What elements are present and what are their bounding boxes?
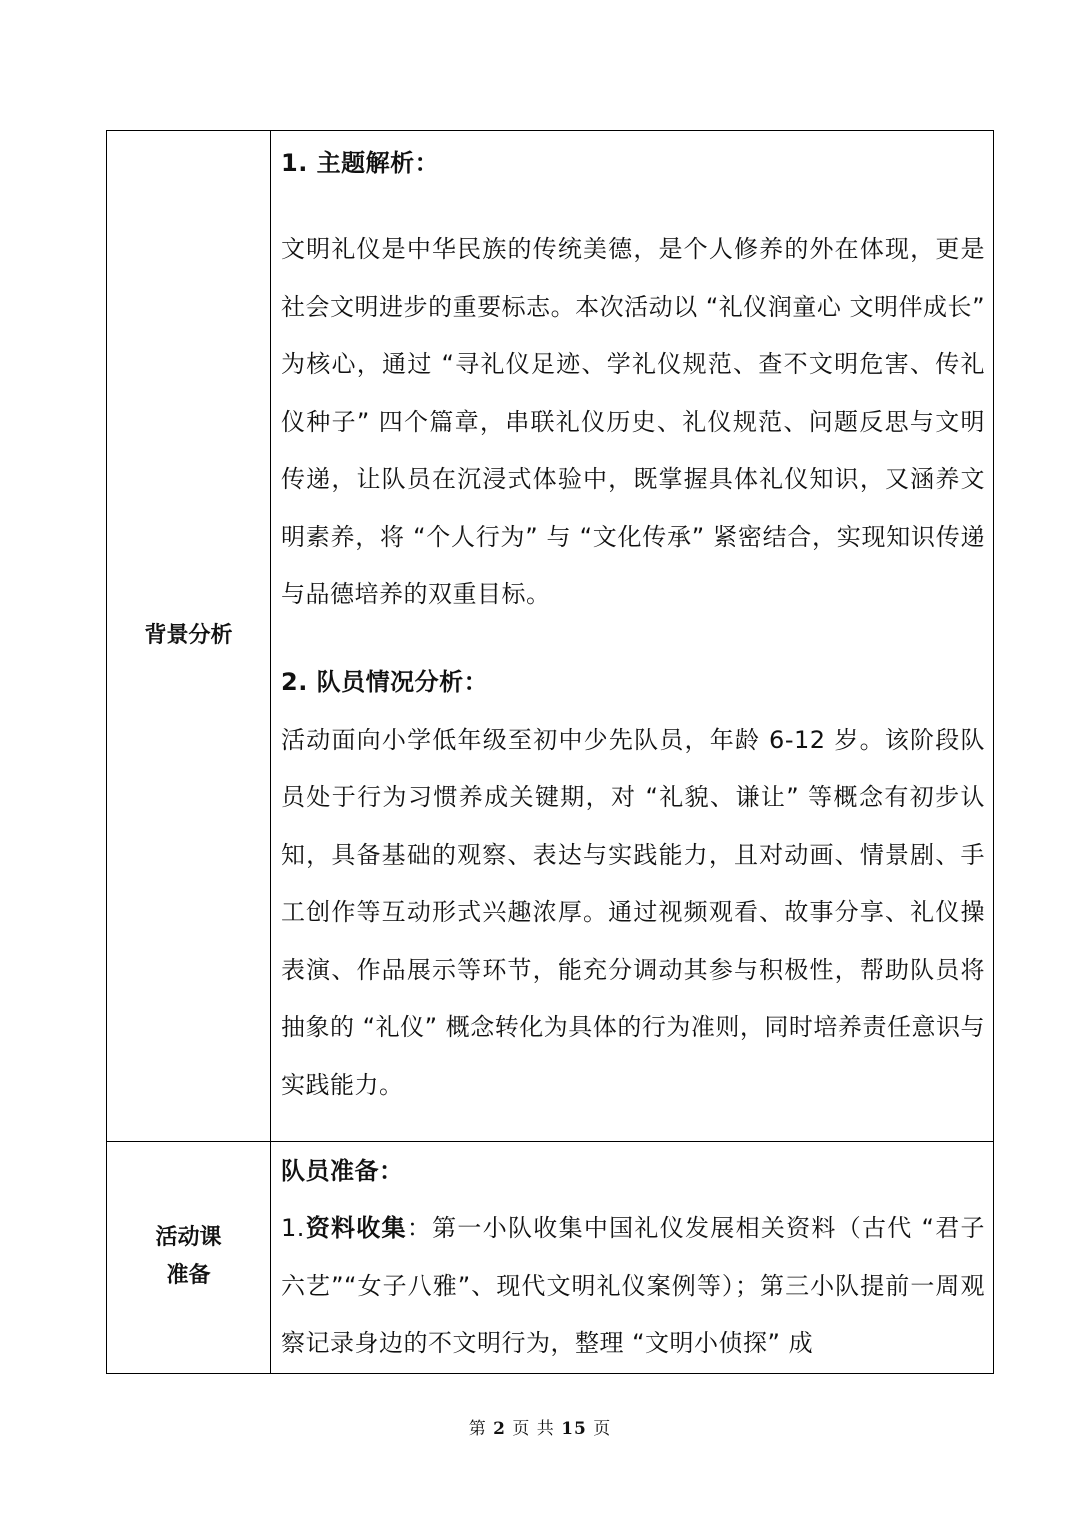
row-label-text-line1: 活动课 — [155, 1225, 222, 1251]
row-label-preparation — [107, 1142, 271, 1374]
page-footer — [0, 1414, 1080, 1439]
spacer — [281, 193, 985, 221]
spacer — [281, 624, 985, 652]
row-label-text: 背景分析 — [144, 623, 233, 648]
background-content — [271, 131, 994, 1142]
prep-item-1 — [281, 1200, 985, 1373]
row-label-text-line2: 准备 — [166, 1263, 211, 1289]
table-row-preparation — [107, 1142, 994, 1374]
footer-middle: 页 共 — [512, 1419, 555, 1439]
section-heading-theme: 1. 主题解析： — [281, 149, 440, 177]
footer-total-pages: 15 — [561, 1419, 587, 1439]
row-label-background — [107, 131, 271, 1142]
paragraph-members: 活动面向小学低年级至初中少先队员，年龄 6-12 岁。该阶段队员处于行为习惯养成关键期，对 “礼貌、谦让” 等概念有初步认知，具备基础的观察、表达与实践能力，且对动画、情景剧、手工创作等互动形式兴趣浓厚。通过视频观看、故事分享、礼仪操表演、作品展示等环节，能充分调动其参与积极性，帮助队员将抽象的 “礼仪” 概念转化为具体的行为准则，同时培养责任意识与实践能力。 — [281, 725, 985, 1099]
prep-item-text: ：第一小队收集中国礼仪发展相关资料（古代 “君子六艺”“女子八雅”、现代文明礼仪案例等）；第三小队提前一周观察记录身边的不文明行为，整理 “文明小侦探” 成 — [281, 1214, 986, 1357]
prep-item-title: 资料收集 — [304, 1214, 407, 1242]
section-heading-member-prep: 队员准备： — [281, 1157, 404, 1185]
table-row-background — [107, 131, 994, 1142]
prep-item-number: 1. — [281, 1214, 305, 1242]
preparation-content — [271, 1142, 994, 1374]
footer-page-number: 2 — [493, 1419, 506, 1439]
paragraph-theme: 文明礼仪是中华民族的传统美德，是个人修养的外在体现，更是社会文明进步的重要标志。本次活动以 “礼仪润童心 文明伴成长” 为核心，通过 “寻礼仪足迹、学礼仪规范、查不文明危害、传礼仪种子” 四个篇章，串联礼仪历史、礼仪规范、问题反思与文明传递，让队员在沉浸式体验中，既掌握具体礼仪知识，又涵养文明素养，将 “个人行为” 与 “文化传承” 紧密结合，实现知识传递与品德培养的双重目标。 — [281, 235, 985, 608]
content-table — [106, 130, 994, 1374]
section-heading-members: 2. 队员情况分析： — [281, 667, 489, 696]
footer-suffix: 页 — [593, 1419, 612, 1439]
footer-prefix: 第 — [468, 1419, 487, 1439]
